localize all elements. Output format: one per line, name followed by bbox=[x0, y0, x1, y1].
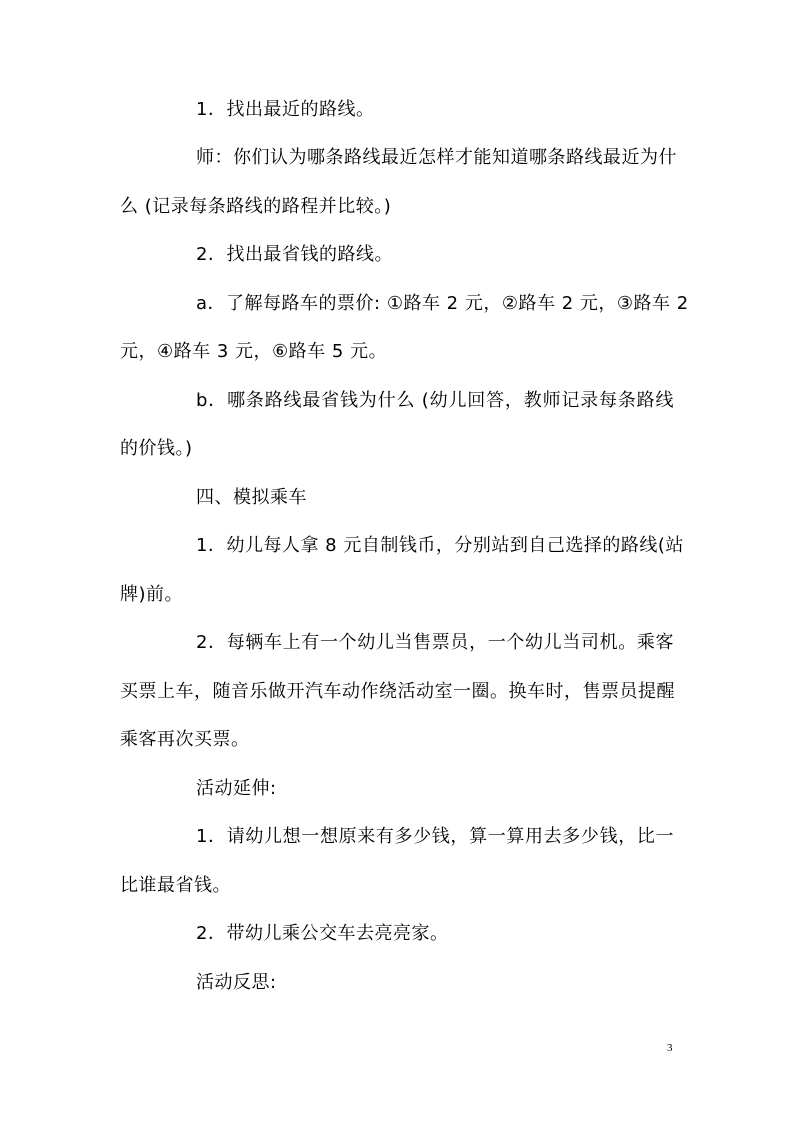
text-line: b．哪条路线最省钱为什么 (幼儿回答，教师记录每条路线 bbox=[196, 390, 674, 411]
section-heading: 活动延伸: bbox=[196, 778, 277, 799]
text-line: 买票上车，随音乐做开汽车动作绕活动室一圈。换车时，售票员提醒 bbox=[120, 681, 675, 702]
text-line: 2．带幼儿乘公交车去亮亮家。 bbox=[196, 923, 449, 944]
text-line: 2．每辆车上有一个幼儿当售票员，一个幼儿当司机。乘客 bbox=[196, 632, 674, 653]
section-heading: 活动反思: bbox=[196, 972, 277, 993]
text-line: 么 (记录每条路线的路程并比较。) bbox=[120, 196, 392, 217]
text-line: a．了解每路车的票价: ①路车 2 元，②路车 2 元，③路车 2 bbox=[196, 293, 689, 314]
text-line: 乘客再次买票。 bbox=[120, 729, 250, 750]
page-number: 3 bbox=[667, 1042, 673, 1054]
section-heading: 四、模拟乘车 bbox=[196, 487, 307, 508]
text-line: 2．找出最省钱的路线。 bbox=[196, 244, 393, 265]
text-line: 比谁最省钱。 bbox=[120, 875, 231, 896]
text-line: 1．幼儿每人拿 8 元自制钱币，分别站到自己选择的路线(站 bbox=[196, 535, 684, 556]
text-line: 1．找出最近的路线。 bbox=[196, 99, 375, 120]
text-line: 的价钱。) bbox=[120, 438, 193, 459]
text-line: 1．请幼儿想一想原来有多少钱，算一算用去多少钱，比一 bbox=[196, 826, 674, 847]
text-line: 牌)前。 bbox=[120, 584, 184, 605]
text-line: 师：你们认为哪条路线最近怎样才能知道哪条路线最近为什 bbox=[196, 147, 677, 168]
text-line: 元，④路车 3 元，⑥路车 5 元。 bbox=[120, 341, 388, 362]
